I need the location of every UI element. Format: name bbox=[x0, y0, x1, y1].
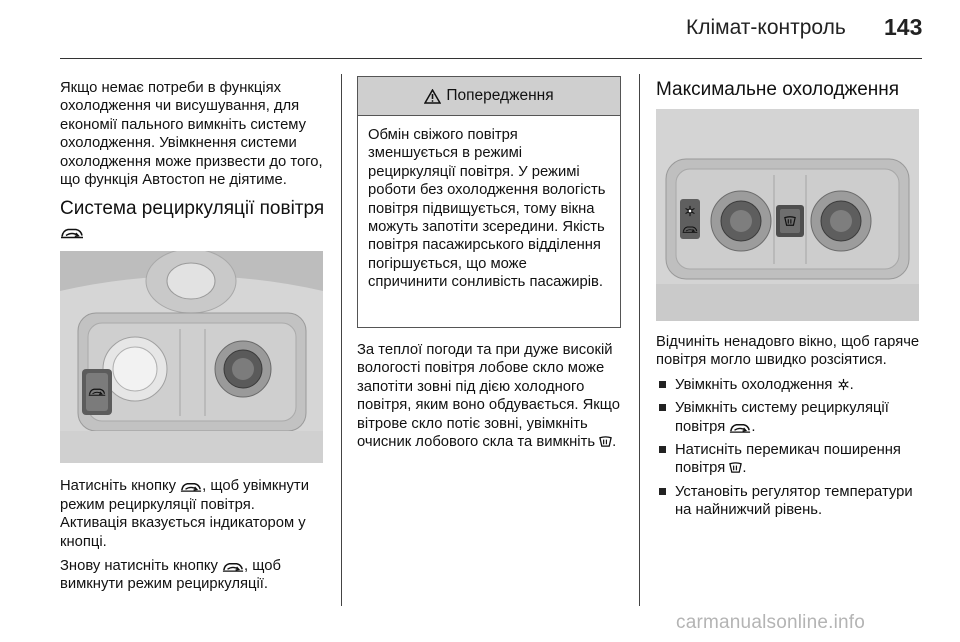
section-heading-max-cooling: Максимальне охолодження bbox=[656, 79, 900, 100]
left-column bbox=[60, 79, 326, 600]
header-divider bbox=[60, 58, 922, 59]
section-heading-recirculation: Система рециркуляції повітря bbox=[60, 197, 326, 243]
recirculation-car-icon bbox=[729, 422, 751, 433]
list-item: Увімкніть систему рециркуляції повітря . bbox=[656, 399, 922, 436]
climate-panel-photo-recirculation bbox=[60, 251, 323, 463]
warning-header bbox=[358, 77, 620, 116]
page-title: Клімат-контроль bbox=[686, 16, 846, 39]
climate-panel-photo-max-cooling bbox=[656, 109, 919, 321]
recirculation-off-paragraph: Знову натисніть кнопку , щоб вимкнути режим рециркуляції. bbox=[60, 558, 281, 593]
fogging-paragraph: За теплої погоди та при дуже високій вологості повітря лобове скло може запотіти зовні під дією холодного повітря, яким воно обдувається. Якщо вітрове скло потіє зовні, увімкніть очисник лобового скла та вимкніть . bbox=[357, 342, 620, 451]
list-item: Увімкніть охолодження . bbox=[656, 376, 922, 394]
recirculation-car-icon bbox=[60, 226, 84, 239]
recirculation-car-icon bbox=[222, 561, 244, 572]
recirculation-on-paragraph: Натисніть кнопку , щоб увімкнути режим рециркуляції повітря. Активація вказується індикатором у кнопці. bbox=[60, 478, 309, 550]
snowflake-icon bbox=[837, 378, 850, 391]
warning-triangle-icon bbox=[424, 89, 441, 104]
list-item: Установіть регулятор температури на найнижчий рівень. bbox=[656, 483, 922, 520]
warning-box bbox=[357, 76, 621, 328]
warning-text: Обмін свіжого повітря зменшується в режимі рециркуляції повітря. У режимі роботи без охолодження вологість повітря підвищується, тому вікна можуть запотіти зсередини. Якість повітря пасажирського відділення погіршується, що може спричинити сонливість пасажирів. bbox=[368, 127, 606, 291]
watermark: carmanualsonline.info bbox=[676, 612, 866, 633]
list-item: Натисніть перемикач поширення повітря . bbox=[656, 441, 922, 478]
windshield-airflow-icon bbox=[599, 435, 612, 448]
middle-column bbox=[357, 341, 623, 457]
recirculation-car-icon bbox=[180, 481, 202, 492]
intro-paragraph: Якщо немає потреби в функціях охолодження чи висушування, для економії пального вимкніть систему охолодження. Увімкнення системи охолодження може призвести до того, що функція Автостоп не діятиме. bbox=[60, 80, 323, 189]
right-column bbox=[656, 74, 922, 525]
column-divider bbox=[639, 74, 640, 606]
max-cooling-steps bbox=[656, 376, 922, 520]
windshield-airflow-icon bbox=[729, 461, 742, 474]
open-window-paragraph: Відчиніть ненадовго вікно, щоб гаряче повітря могло швидко розсіятися. bbox=[656, 334, 920, 369]
page-number: 143 bbox=[884, 14, 923, 40]
warning-title: Попередження bbox=[446, 87, 554, 104]
column-divider bbox=[341, 74, 342, 606]
